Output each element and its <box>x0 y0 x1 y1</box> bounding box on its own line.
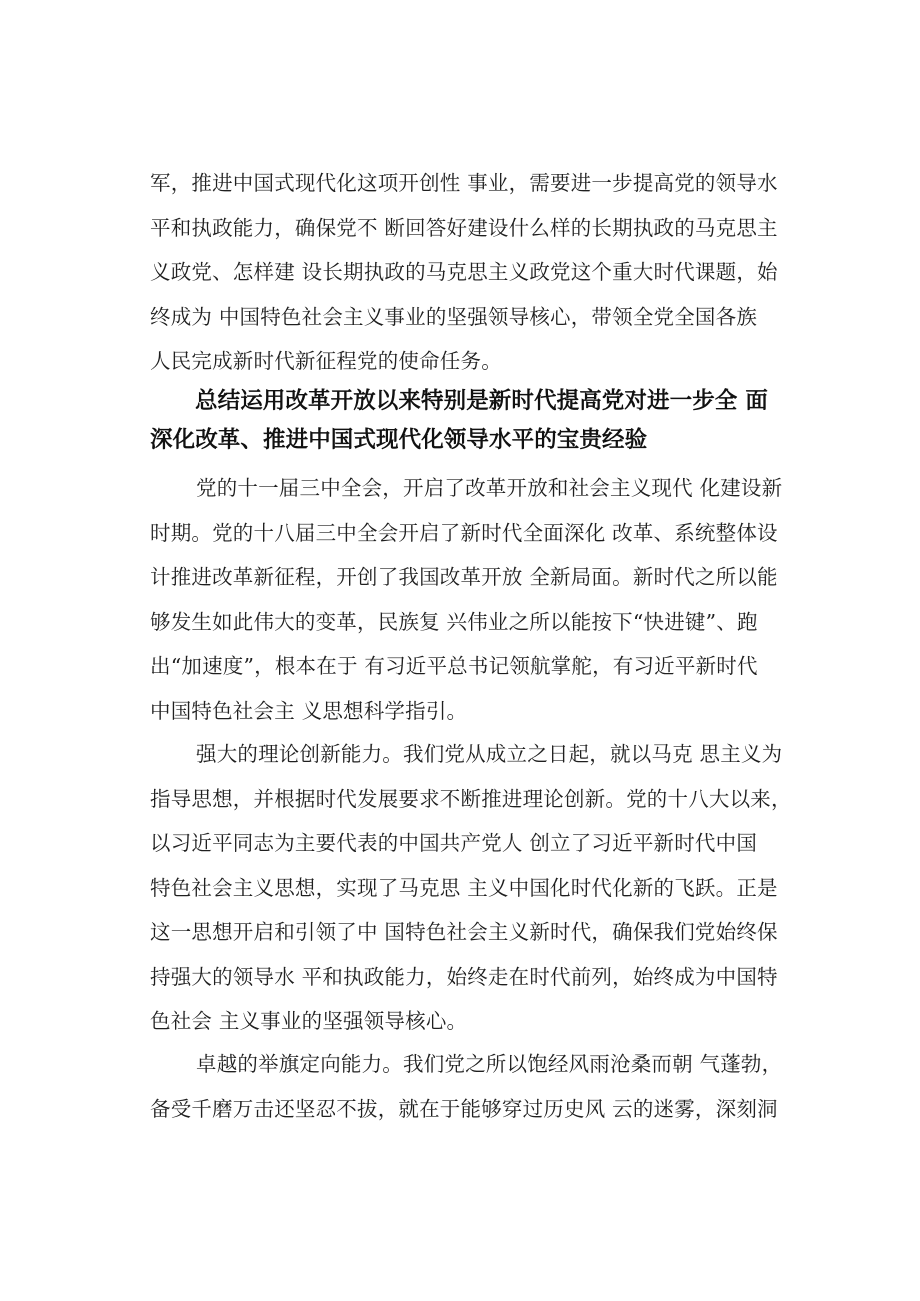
text-line: 以习近平同志为主要代表的中国共产党人 创立了习近平新时代中国 <box>150 831 758 855</box>
text-line: 平和执政能力，确保党不 断回答好建设什么样的长期执政的马克思主 <box>150 215 778 240</box>
section-heading <box>150 382 810 460</box>
paragraph-reform <box>150 466 810 733</box>
heading-line: 总结运用改革开放以来特别是新时代提高党对进一步全 面 <box>195 388 768 414</box>
text-line: 出“加速度”，根本在于 有习近平总书记领航掌舵，有习近平新时代 <box>150 654 758 678</box>
paragraph-theory <box>150 732 810 1044</box>
text-line: 特色社会主义思想，实现了马克思 主义中国化时代化新的飞跃。正是 <box>150 875 778 900</box>
text-line: 义政党、怎样建 设长期执政的马克思主义政党这个重大时代课题，始 <box>150 260 778 284</box>
heading-line: 深化改革、推进中国式现代化领导水平的宝贵经验 <box>150 427 648 453</box>
text-line: 时期。党的十八届三中全会开启了新时代全面深化 改革、系统整体设 <box>150 520 778 545</box>
text-line: 军，推进中国式现代化这项开创性 事业，需要进一步提高党的领导水 <box>150 171 778 195</box>
text-line: 备受千磨万击还坚忍不拔，就在于能够穿过历史风 云的迷雾，深刻洞 <box>150 1096 778 1121</box>
text-line: 计推进改革新征程，开创了我国改革开放 全新局面。新时代之所以能 <box>150 565 778 589</box>
paragraph-direction <box>150 1042 810 1131</box>
text-line: 中国特色社会主 义思想科学指引。 <box>150 698 468 723</box>
text-line: 色社会 主义事业的坚强领导核心。 <box>150 1009 468 1033</box>
text-line: 终成为 中国特色社会主义事业的坚强领导核心，带领全党全国各族 <box>150 304 758 329</box>
text-line: 人民完成新时代新征程党的使命任务。 <box>150 349 502 373</box>
text-line: 指导思想，并根据时代发展要求不断推进理论创新。党的十八大以来， <box>150 786 792 811</box>
text-line: 党的十一届三中全会，开启了改革开放和社会主义现代 化建设新 <box>196 476 783 500</box>
text-line: 卓越的举旗定向能力。我们党之所以饱经风雨沧桑而朝 气蓬勃， <box>196 1052 783 1076</box>
text-line: 持强大的领导水 平和执政能力，始终走在时代前列，始终成为中国特 <box>150 964 778 989</box>
text-line: 这一思想开启和引领了中 国特色社会主义新时代，确保我们党始终保 <box>150 920 778 944</box>
text-line: 够发生如此伟大的变革，民族复 兴伟业之所以能按下“快进键”、跑 <box>150 609 758 634</box>
paragraph-intro <box>150 161 810 384</box>
text-line: 强大的理论创新能力。我们党从成立之日起，就以马克 思主义为 <box>196 742 783 766</box>
